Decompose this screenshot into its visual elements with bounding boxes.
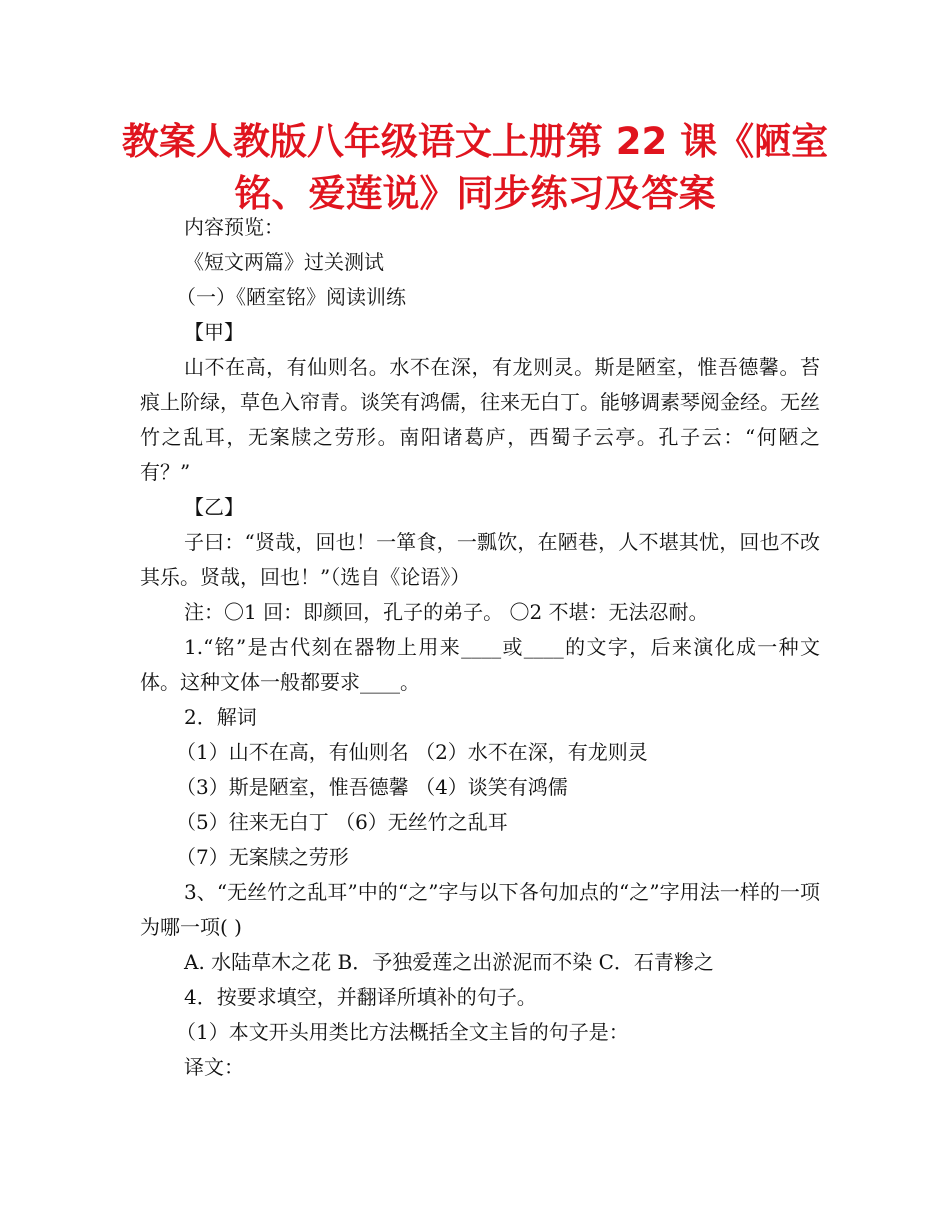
- question-2-heading: 2．解词: [184, 705, 257, 729]
- question-4: 4．按要求填空，并翻译所填补的句子。: [184, 985, 537, 1009]
- text-label-yi: 【乙】: [184, 495, 244, 519]
- annotation-note: 注：〇1 回：即颜回，孔子的弟子。 〇2 不堪：无法忍耐。: [184, 600, 709, 624]
- title-line-2: 铭、爱莲说》同步练习及答案: [234, 172, 716, 215]
- subsection-heading: （一）《陋室铭》阅读训练: [176, 285, 406, 309]
- title-line-1: 教案人教版八年级语文上册第 22 课《陋室: [121, 120, 829, 163]
- question-3-options: A. 水陆草木之花 B．予独爱莲之出淤泥而不染 C．石青糁之: [184, 950, 714, 974]
- question-4-part-1: （1）本文开头用类比方法概括全文主旨的句子是：: [176, 1020, 629, 1044]
- question-1: 1.“铭”是古代刻在器物上用来____或____的文字，后来演化成一种文体。这种文体一般都要求____。: [140, 635, 820, 694]
- text-label-jia: 【甲】: [184, 320, 244, 344]
- document-title: [100, 116, 850, 220]
- translation-label: 译文：: [184, 1055, 244, 1079]
- question-2-item-row: （5）往来无白丁 （6）无丝竹之乱耳: [176, 810, 508, 834]
- question-3: 3、“无丝竹之乱耳”中的“之”字与以下各句加点的“之”字用法一样的一项为哪一项( ): [140, 880, 820, 939]
- question-2-item-row: （7）无案牍之劳形: [176, 845, 349, 869]
- passage-jia: 山不在高，有仙则名。水不在深，有龙则灵。斯是陋室，惟吾德馨。苔痕上阶绿，草色入帘青。谈笑有鸿儒，往来无白丁。能够调素琴阅金经。无丝竹之乱耳，无案牍之劳形。南阳诸葛庐，西蜀子云亭。孔子云：“何陋之有？”: [140, 355, 820, 484]
- document-body: [140, 210, 820, 1085]
- passage-yi: 子曰：“贤哉，回也！一箪食，一瓢饮，在陋巷，人不堪其忧，回也不改其乐。贤哉，回也！”（选自《论语》）: [140, 530, 820, 589]
- section-heading: 《短文两篇》过关测试: [184, 250, 384, 274]
- question-2-item-row: （3）斯是陋室，惟吾德馨 （4）谈笑有鸿儒: [176, 775, 568, 799]
- preview-label: 内容预览：: [184, 215, 284, 239]
- question-2-item-row: （1）山不在高，有仙则名 （2）水不在深，有龙则灵: [176, 740, 648, 764]
